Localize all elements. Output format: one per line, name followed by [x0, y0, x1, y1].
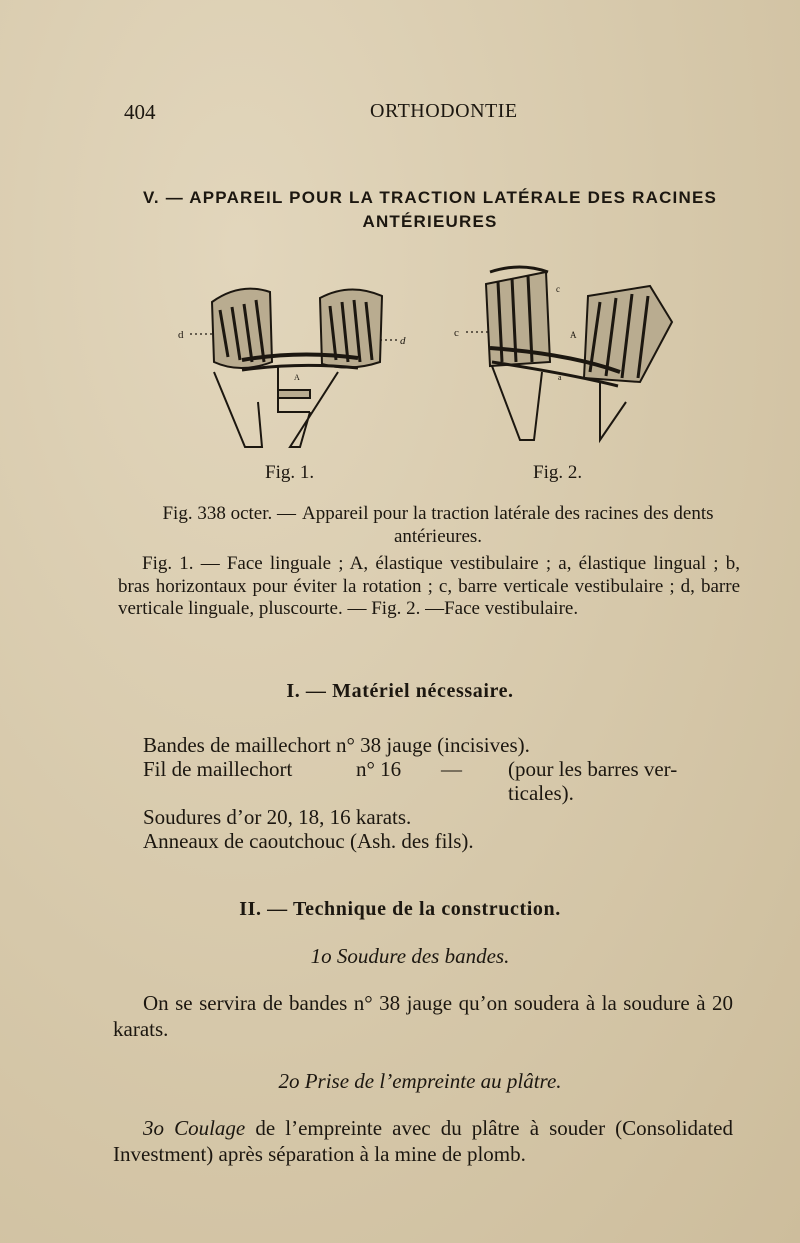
heading-technique: II. — Technique de la construction.: [239, 898, 561, 920]
list-item: [143, 829, 743, 853]
running-title: ORTHODONTIE: [370, 100, 518, 122]
fig2-callout-c-top: c: [556, 284, 560, 294]
step2-title: 2o Prise de l’empreinte au plâtre.: [278, 1069, 562, 1093]
list-item: [143, 805, 743, 829]
material-soudures: Soudures d’or 20, 18, 16 karats.: [143, 805, 412, 829]
fig1-drawing: [170, 262, 440, 452]
step1-paragraph: [113, 990, 733, 1042]
caption-title-text: Appareil pour la traction latérale des racines des dents antérieures.: [302, 503, 714, 547]
material-fil-dash: —: [441, 757, 462, 781]
caption-lead: Fig. 338 octer. —: [162, 503, 297, 524]
step3-text: de l’empreinte avec du plâtre à souder (Consolidated Investment) après séparation à la mine de plomb.: [113, 1116, 734, 1166]
fig2-drawing: [450, 262, 700, 452]
material-fil: Fil de maillechort: [143, 757, 293, 781]
fig2-callout-A: A: [570, 330, 577, 340]
fig1-callout-d-right: d: [400, 335, 406, 347]
section-heading-line2: ANTÉRIEURES: [362, 212, 498, 231]
step3-paragraph: [113, 1115, 733, 1167]
material-fil-gauge: n° 16: [356, 757, 402, 781]
list-item: [143, 757, 743, 781]
step1-text: On se servira de bandes n° 38 jauge qu’on soudera à la soudure à 20 karats.: [113, 991, 733, 1041]
section-heading-line1: V. — APPAREIL POUR LA TRACTION LATÉRALE DES RACINES: [142, 188, 718, 207]
step1-title: 1o Soudure des bandes.: [310, 944, 510, 968]
fig1-callout-A: A: [294, 373, 300, 382]
figure-caption-body: [118, 553, 740, 621]
fig2-callout-a: a: [558, 373, 562, 382]
page-number: 404: [124, 100, 156, 124]
fig2-callout-c-left: c: [454, 327, 459, 339]
caption-body-text: Fig. 1. — Face linguale ; A, élastique vestibulaire ; a, élastique lingual ; b, bras horizontaux pour éviter la rotation ; c, barre verticale vestibulaire ; d, barre verticale linguale, pluscourte. — Fig. 2. —Face vestibulaire.: [118, 553, 740, 619]
materials-list: [143, 733, 743, 853]
material-bandes: Bandes de maillechort n° 38 jauge (incisives).: [143, 733, 530, 757]
figure-illustrations: [160, 262, 700, 452]
step3-line: [113, 1115, 733, 1167]
material-fil-note-cont: ticales).: [508, 781, 574, 805]
heading-materiel: I. — Matériel nécessaire.: [286, 680, 514, 702]
step3-title: 3o Coulage: [143, 1116, 246, 1140]
material-anneaux: Anneaux de caoutchouc (Ash. des fils).: [143, 829, 474, 853]
page-header: [0, 100, 800, 130]
section-heading: [100, 186, 760, 234]
fig1-callout-d-left: d: [178, 329, 184, 341]
list-item: [143, 733, 743, 757]
material-fil-note: (pour les barres ver-: [508, 757, 678, 781]
list-item: [143, 781, 743, 805]
fig2-label: Fig. 2.: [533, 462, 583, 483]
fig1-label: Fig. 1.: [265, 462, 315, 483]
figure-caption-title: [138, 502, 738, 548]
